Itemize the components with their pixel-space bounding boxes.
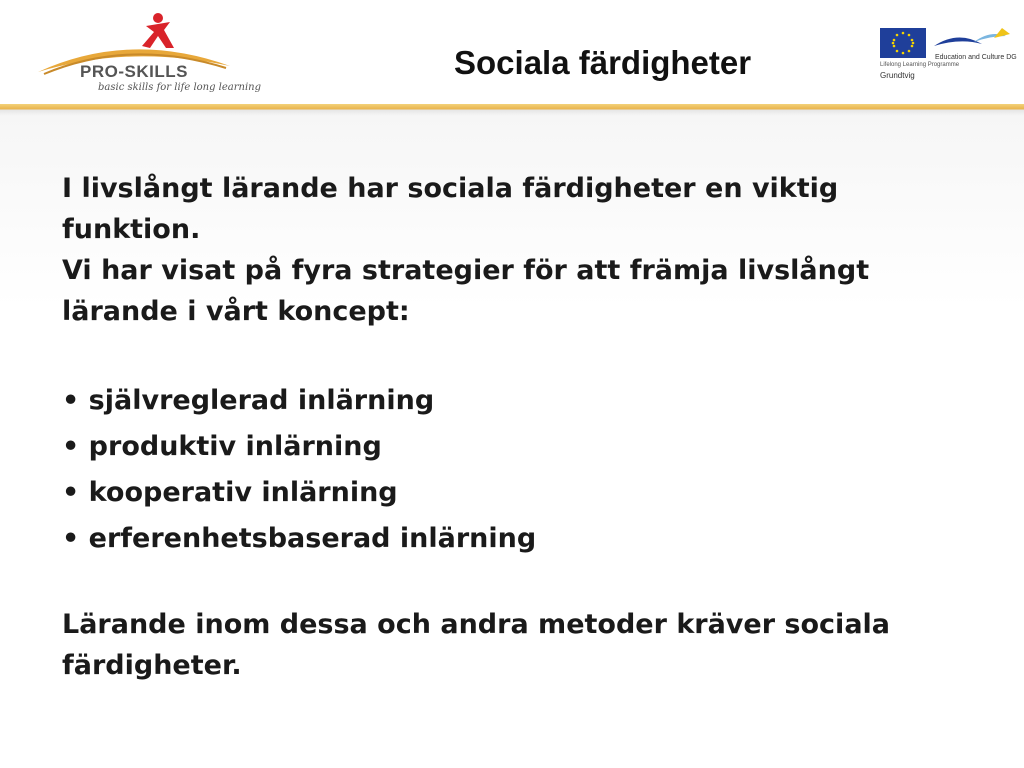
grundtvig-label: Grundtvig xyxy=(880,71,915,80)
lifelong-learning-icon xyxy=(934,28,1010,46)
closing-paragraph: Lärande inom dessa och andra metoder kräver sociala färdigheter. xyxy=(62,609,891,681)
header-divider xyxy=(0,104,1024,116)
logo-name: PRO-SKILLS xyxy=(80,62,188,81)
strategy-list xyxy=(62,378,962,562)
intro-paragraph-2: Vi har visat på fyra strategier för att främja livslångt lärande i vårt koncept: xyxy=(62,255,870,327)
person-icon xyxy=(142,13,174,48)
intro-paragraph-1: I livslångt lärande har sociala färdigheter en viktig funktion. xyxy=(62,173,839,245)
eu-dg-label: Education and Culture DG xyxy=(935,54,1017,61)
list-item: • självreglerad inlärning xyxy=(62,378,962,424)
list-item: • erferenhetsbaserad inlärning xyxy=(62,516,962,562)
slide-header xyxy=(0,0,1024,108)
slide-body xyxy=(62,168,962,686)
list-item: • kooperativ inlärning xyxy=(62,470,962,516)
eu-programme-label: Lifelong Learning Programme xyxy=(880,62,960,68)
list-item: • produktiv inlärning xyxy=(62,424,962,470)
slide-title: Sociala färdigheter xyxy=(454,44,752,81)
logo-tagline: basic skills for life long learning xyxy=(98,82,262,93)
